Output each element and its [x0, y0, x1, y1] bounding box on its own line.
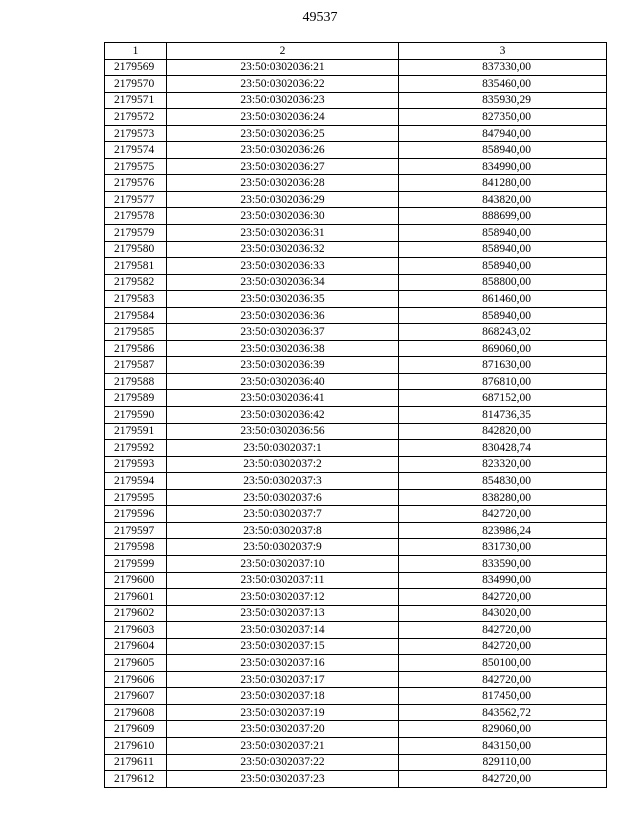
cadastral-number-cell: 23:50:0302036:30 [167, 208, 399, 225]
table-row [105, 125, 607, 142]
row-number-cell: 2179611 [105, 754, 167, 771]
row-number-cell: 2179607 [105, 688, 167, 705]
cadastral-number-cell: 23:50:0302036:27 [167, 158, 399, 175]
cadastral-number-cell: 23:50:0302036:35 [167, 291, 399, 308]
cadastral-value-cell: 834990,00 [399, 158, 607, 175]
row-number-cell: 2179583 [105, 291, 167, 308]
row-number-cell: 2179584 [105, 307, 167, 324]
table-row [105, 307, 607, 324]
cadastral-value-cell: 842720,00 [399, 622, 607, 639]
cadastral-value-cell: 847940,00 [399, 125, 607, 142]
row-number-cell: 2179580 [105, 241, 167, 258]
table-row [105, 59, 607, 76]
cadastral-number-cell: 23:50:0302036:41 [167, 390, 399, 407]
cadastral-number-cell: 23:50:0302037:7 [167, 506, 399, 523]
cadastral-number-cell: 23:50:0302036:31 [167, 225, 399, 242]
table-row [105, 638, 607, 655]
table-row [105, 721, 607, 738]
table-row [105, 241, 607, 258]
cadastral-value-cell: 831730,00 [399, 539, 607, 556]
table-row [105, 572, 607, 589]
table-row [105, 258, 607, 275]
row-number-cell: 2179608 [105, 704, 167, 721]
cadastral-number-cell: 23:50:0302036:42 [167, 407, 399, 424]
cadastral-number-cell: 23:50:0302037:13 [167, 605, 399, 622]
cadastral-number-cell: 23:50:0302036:21 [167, 59, 399, 76]
cadastral-value-cell: 833590,00 [399, 555, 607, 572]
cadastral-value-cell: 843020,00 [399, 605, 607, 622]
row-number-cell: 2179605 [105, 655, 167, 672]
cadastral-number-cell: 23:50:0302037:2 [167, 456, 399, 473]
row-number-cell: 2179570 [105, 76, 167, 93]
row-number-cell: 2179598 [105, 539, 167, 556]
table-row [105, 291, 607, 308]
cadastral-value-cell: 841280,00 [399, 175, 607, 192]
table-row [105, 522, 607, 539]
cadastral-number-cell: 23:50:0302037:18 [167, 688, 399, 705]
cadastral-value-cell: 830428,74 [399, 440, 607, 457]
table-row [105, 754, 607, 771]
cadastral-value-cell: 835930,29 [399, 92, 607, 109]
cadastral-number-cell: 23:50:0302036:56 [167, 423, 399, 440]
cadastral-value-cell: 843562,72 [399, 704, 607, 721]
cadastral-value-cell: 829110,00 [399, 754, 607, 771]
table-row [105, 373, 607, 390]
row-number-cell: 2179610 [105, 737, 167, 754]
cadastral-number-cell: 23:50:0302037:9 [167, 539, 399, 556]
row-number-cell: 2179609 [105, 721, 167, 738]
cadastral-number-cell: 23:50:0302037:14 [167, 622, 399, 639]
cadastral-number-cell: 23:50:0302036:32 [167, 241, 399, 258]
table-row [105, 771, 607, 788]
cadastral-value-cell: 850100,00 [399, 655, 607, 672]
row-number-cell: 2179606 [105, 671, 167, 688]
cadastral-number-cell: 23:50:0302036:23 [167, 92, 399, 109]
cadastral-number-cell: 23:50:0302037:16 [167, 655, 399, 672]
row-number-cell: 2179587 [105, 357, 167, 374]
table-row [105, 208, 607, 225]
table-row [105, 589, 607, 606]
cadastral-value-cell: 858940,00 [399, 241, 607, 258]
cadastral-value-cell: 687152,00 [399, 390, 607, 407]
table-header-row [105, 43, 607, 60]
table-row [105, 671, 607, 688]
cadastral-value-cell: 869060,00 [399, 340, 607, 357]
cadastral-value-cell: 858940,00 [399, 258, 607, 275]
cadastral-number-cell: 23:50:0302037:8 [167, 522, 399, 539]
cadastral-number-cell: 23:50:0302037:12 [167, 589, 399, 606]
table-row [105, 605, 607, 622]
row-number-cell: 2179573 [105, 125, 167, 142]
table-row [105, 158, 607, 175]
cadastral-number-cell: 23:50:0302037:10 [167, 555, 399, 572]
table-row [105, 704, 607, 721]
cadastral-value-cell: 842820,00 [399, 423, 607, 440]
cadastral-value-cell: 871630,00 [399, 357, 607, 374]
cadastral-number-cell: 23:50:0302037:15 [167, 638, 399, 655]
cadastral-number-cell: 23:50:0302036:25 [167, 125, 399, 142]
cadastral-value-cell: 858940,00 [399, 307, 607, 324]
table-row [105, 274, 607, 291]
row-number-cell: 2179599 [105, 555, 167, 572]
cadastral-number-cell: 23:50:0302037:3 [167, 473, 399, 490]
row-number-cell: 2179586 [105, 340, 167, 357]
row-number-cell: 2179604 [105, 638, 167, 655]
row-number-cell: 2179585 [105, 324, 167, 341]
cadastral-number-cell: 23:50:0302036:24 [167, 109, 399, 126]
row-number-cell: 2179589 [105, 390, 167, 407]
cadastral-value-cell: 823320,00 [399, 456, 607, 473]
table-row [105, 539, 607, 556]
row-number-cell: 2179571 [105, 92, 167, 109]
cadastral-value-cell: 842720,00 [399, 771, 607, 788]
row-number-cell: 2179601 [105, 589, 167, 606]
row-number-cell: 2179588 [105, 373, 167, 390]
table-row [105, 688, 607, 705]
table-row [105, 340, 607, 357]
row-number-cell: 2179575 [105, 158, 167, 175]
row-number-cell: 2179569 [105, 59, 167, 76]
row-number-cell: 2179591 [105, 423, 167, 440]
table-row [105, 175, 607, 192]
table-row [105, 76, 607, 93]
cadastral-value-cell: 888699,00 [399, 208, 607, 225]
cadastral-number-cell: 23:50:0302036:26 [167, 142, 399, 159]
table-row [105, 407, 607, 424]
cadastral-value-table [104, 42, 607, 788]
table-row [105, 456, 607, 473]
cadastral-value-cell: 835460,00 [399, 76, 607, 93]
cadastral-value-cell: 861460,00 [399, 291, 607, 308]
row-number-cell: 2179595 [105, 489, 167, 506]
table-row [105, 506, 607, 523]
table-row [105, 622, 607, 639]
table-row [105, 357, 607, 374]
cadastral-number-cell: 23:50:0302036:40 [167, 373, 399, 390]
cadastral-value-cell: 858940,00 [399, 142, 607, 159]
row-number-cell: 2179582 [105, 274, 167, 291]
cadastral-number-cell: 23:50:0302036:28 [167, 175, 399, 192]
cadastral-value-cell: 842720,00 [399, 638, 607, 655]
column-header-2: 2 [167, 43, 399, 60]
row-number-cell: 2179612 [105, 771, 167, 788]
row-number-cell: 2179577 [105, 191, 167, 208]
cadastral-number-cell: 23:50:0302037:6 [167, 489, 399, 506]
table-row [105, 473, 607, 490]
table-row [105, 109, 607, 126]
table-body [105, 59, 607, 787]
column-header-3: 3 [399, 43, 607, 60]
cadastral-value-cell: 868243,02 [399, 324, 607, 341]
table-row [105, 142, 607, 159]
cadastral-number-cell: 23:50:0302037:17 [167, 671, 399, 688]
cadastral-value-cell: 842720,00 [399, 671, 607, 688]
table-row [105, 324, 607, 341]
cadastral-value-cell: 823986,24 [399, 522, 607, 539]
row-number-cell: 2179579 [105, 225, 167, 242]
table-row [105, 655, 607, 672]
table-row [105, 225, 607, 242]
cadastral-number-cell: 23:50:0302037:11 [167, 572, 399, 589]
row-number-cell: 2179603 [105, 622, 167, 639]
cadastral-value-cell: 858940,00 [399, 225, 607, 242]
cadastral-value-cell: 842720,00 [399, 589, 607, 606]
page-number: 49537 [302, 10, 338, 25]
cadastral-number-cell: 23:50:0302036:37 [167, 324, 399, 341]
cadastral-number-cell: 23:50:0302037:23 [167, 771, 399, 788]
cadastral-value-cell: 829060,00 [399, 721, 607, 738]
cadastral-number-cell: 23:50:0302037:21 [167, 737, 399, 754]
row-number-cell: 2179594 [105, 473, 167, 490]
row-number-cell: 2179600 [105, 572, 167, 589]
cadastral-value-cell: 842720,00 [399, 506, 607, 523]
cadastral-value-cell: 814736,35 [399, 407, 607, 424]
cadastral-number-cell: 23:50:0302036:29 [167, 191, 399, 208]
table-row [105, 440, 607, 457]
cadastral-number-cell: 23:50:0302036:36 [167, 307, 399, 324]
cadastral-value-cell: 817450,00 [399, 688, 607, 705]
table-row [105, 737, 607, 754]
cadastral-number-cell: 23:50:0302036:34 [167, 274, 399, 291]
cadastral-number-cell: 23:50:0302036:22 [167, 76, 399, 93]
cadastral-number-cell: 23:50:0302036:38 [167, 340, 399, 357]
column-header-1: 1 [105, 43, 167, 60]
table-row [105, 191, 607, 208]
cadastral-value-cell: 834990,00 [399, 572, 607, 589]
cadastral-number-cell: 23:50:0302037:22 [167, 754, 399, 771]
cadastral-value-cell: 876810,00 [399, 373, 607, 390]
row-number-cell: 2179590 [105, 407, 167, 424]
cadastral-number-cell: 23:50:0302036:39 [167, 357, 399, 374]
row-number-cell: 2179593 [105, 456, 167, 473]
table-row [105, 555, 607, 572]
cadastral-value-cell: 858800,00 [399, 274, 607, 291]
cadastral-value-cell: 837330,00 [399, 59, 607, 76]
row-number-cell: 2179576 [105, 175, 167, 192]
row-number-cell: 2179602 [105, 605, 167, 622]
row-number-cell: 2179578 [105, 208, 167, 225]
table-row [105, 489, 607, 506]
cadastral-value-cell: 843150,00 [399, 737, 607, 754]
table-row [105, 92, 607, 109]
cadastral-number-cell: 23:50:0302037:20 [167, 721, 399, 738]
cadastral-value-cell: 838280,00 [399, 489, 607, 506]
row-number-cell: 2179596 [105, 506, 167, 523]
row-number-cell: 2179572 [105, 109, 167, 126]
cadastral-number-cell: 23:50:0302037:19 [167, 704, 399, 721]
row-number-cell: 2179581 [105, 258, 167, 275]
cadastral-number-cell: 23:50:0302037:1 [167, 440, 399, 457]
table-row [105, 390, 607, 407]
row-number-cell: 2179574 [105, 142, 167, 159]
cadastral-value-cell: 843820,00 [399, 191, 607, 208]
cadastral-value-cell: 827350,00 [399, 109, 607, 126]
row-number-cell: 2179597 [105, 522, 167, 539]
table-row [105, 423, 607, 440]
cadastral-value-cell: 854830,00 [399, 473, 607, 490]
cadastral-number-cell: 23:50:0302036:33 [167, 258, 399, 275]
row-number-cell: 2179592 [105, 440, 167, 457]
